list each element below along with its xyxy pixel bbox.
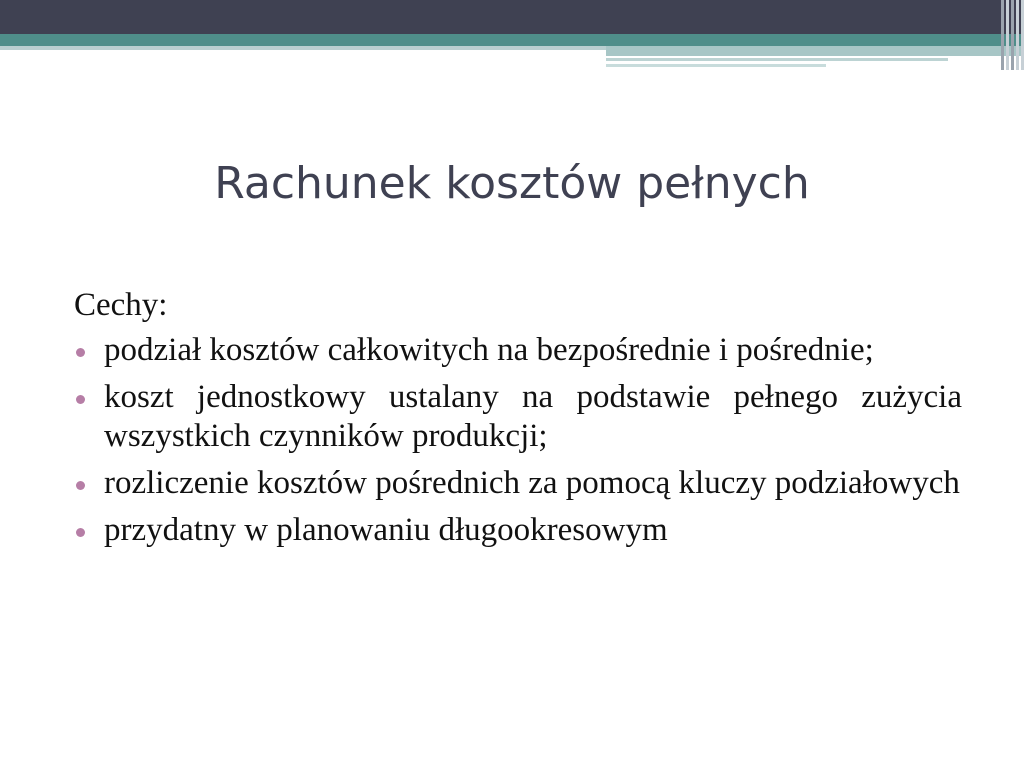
list-item-text: rozliczenie kosztów pośrednich za pomocą kluczy podziałowych: [104, 465, 960, 501]
bullet-icon: [76, 528, 85, 537]
list-item-text: przydatny w planowaniu długookresowym: [104, 512, 668, 548]
header-light-bar-right: [606, 46, 1024, 56]
list-item: [74, 331, 962, 370]
header-thin-line: [606, 58, 948, 61]
bullet-icon: [76, 481, 85, 490]
bullet-list: [74, 331, 962, 550]
slide-title: Rachunek kosztów pełnych: [214, 158, 810, 209]
slide-content: [74, 286, 962, 558]
list-item: [74, 378, 962, 456]
bullet-icon: [76, 348, 85, 357]
intro-label: Cechy:: [74, 287, 168, 323]
header-dark-bar: [0, 0, 1024, 34]
list-item: [74, 464, 962, 503]
header-light-bar: [0, 46, 608, 50]
header-teal-bar: [0, 34, 1024, 46]
header-vertical-stripes: [990, 0, 1024, 70]
bullet-icon: [76, 395, 85, 404]
list-item: [74, 511, 962, 550]
list-item-text: podział kosztów całkowitych na bezpośrednie i pośrednie;: [104, 332, 874, 368]
header-thin-line-short: [606, 64, 826, 67]
list-item-text: koszt jednostkowy ustalany na podstawie pełnego zużycia wszystkich czynników produkcji;: [104, 379, 962, 454]
